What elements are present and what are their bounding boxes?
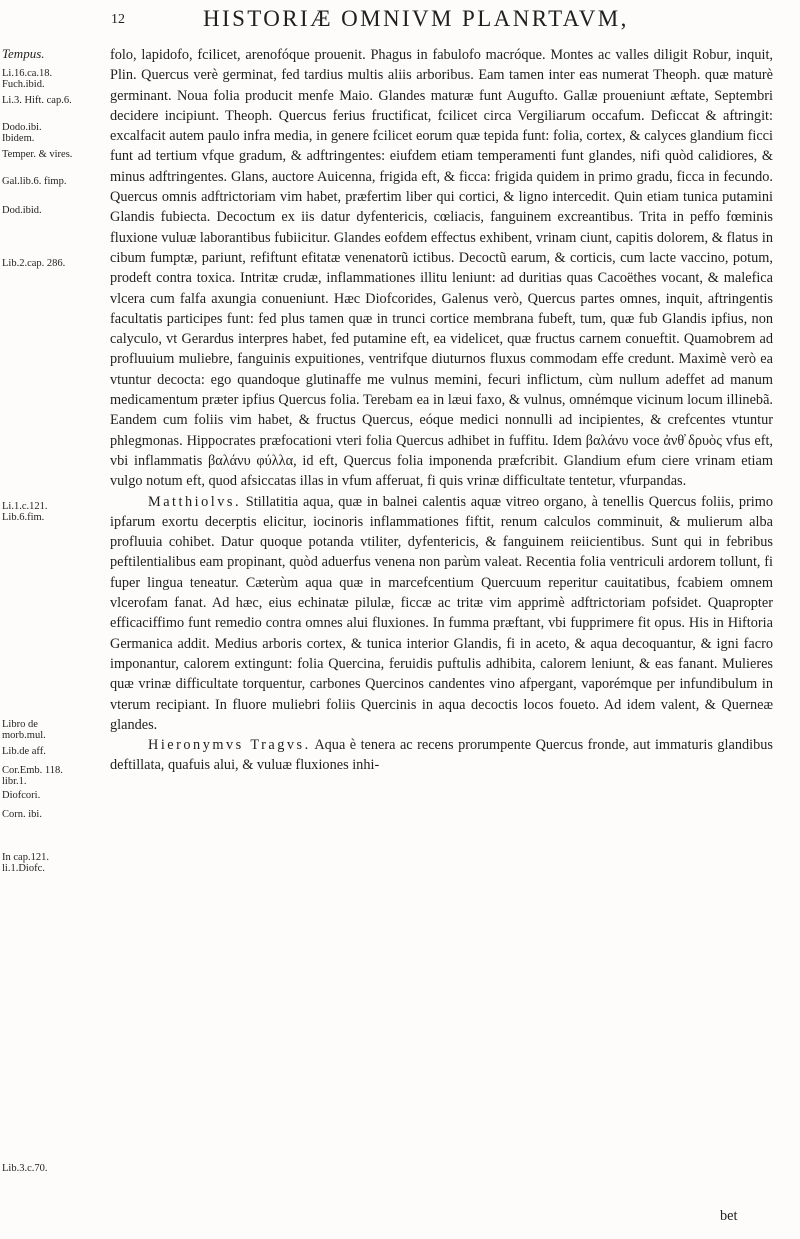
margin-note: Lib.3.c.70.	[2, 1163, 48, 1174]
page-header	[85, 6, 775, 38]
running-head: HISTORIÆ OMNIVM PLANRTAVM,	[203, 6, 629, 31]
body-text	[110, 45, 773, 776]
margin-note: Dod.ibid.	[2, 205, 42, 216]
margin-note: Li.16.ca.18. Fuch.ibid.	[2, 68, 53, 90]
margin-note: Tempus.	[2, 46, 45, 61]
paragraph-2	[110, 492, 773, 736]
paragraph-1	[110, 45, 773, 492]
author-lead-tragus: Hieronymvs Tragvs.	[148, 737, 311, 754]
margin-note: Lib.de aff.	[2, 746, 46, 757]
margin-note: Gal.lib.6. fimp.	[2, 176, 67, 187]
margin-note: Lib.2.cap. 286.	[2, 258, 66, 269]
margin-note: Li.1.c.121. Lib.6.fim.	[2, 501, 48, 523]
paragraph-text: Stillatitia aqua, quæ in balnei calentis aquæ vitreo organo, à tenellis Quercus foliis, primo ipfarum exortu decerptis elicitur, iocinoris inflammationes fiftit, renum calculos comminuit, & mulierum alba profluuia cohibet. Datur quoque potanda vtiliter, dyfentericis, & fanguinem reiicientibus. Sunt qui in febribus peftilentialibus eam propinant, quòd aduerfus venena non parùm valeat. Recentia folia ventriculi ardorem tollunt, fi fuper lingua teneatur. Cæterùm aqua quæ in marcefcentium Quercuum reperitur cauitatibus, fcabiem omnem vlcerofam fanat. Ad hæc, eius echinatæ pilulæ, ficcæ ac tritæ vim apprimè adftrictoriam pofsidet. Quapropter efficaciffimo funt remedio contra omnes alui fluxiones. In fumma præftant, vbi fupprimere fit opus. His in Hiftoria Germanica addit. Medius arboris cortex, & tunica interior Glandis, fi in aceto, & aqua decoquantur, & igni facro imponantur, calorem extingunt: folia Quercina, feruidis puftulis adhibita, calorem leniunt, & eas fanant. Mulieres quæ vrinæ difficultate torquentur, carbones Quercinos candentes vino afpergant, vaporémque per infundibulum in vterum recipiant. In fluore muliebri foliis Quercinis in aqua decoctis locos foueto. Ad idem valent, & Querneæ glandes.	[110, 493, 773, 733]
author-lead-matthiolus: Matthiolvs.	[148, 493, 242, 510]
margin-note: In cap.121. li.1.Diofc.	[2, 852, 49, 874]
margin-note: Diofcori.	[2, 790, 41, 801]
page-number: 12	[111, 12, 125, 27]
paragraph-text: folo, lapidofo, fcilicet, arenofóque prouenit. Phagus in fabulofo macróque. Montes ac valles diligit Robur, inquit, Plin. Quercus verè germinat, fed tardius multis aliis arboribus. Eam tamen inter eas numerat Theoph. quæ maturè germinant. Noua folia producit menfe Maio. Glandes maturæ funt Augufto. Gallæ proueniunt æftate, Septembri decidere incipiunt. Theoph. Quercus ferius fructificat, fcilicet circa Vergiliarum occafum. Deficcat & aftringit: excalfacit autem paulo infra media, in genere fcilicet eorum quæ tepida funt: folia, cortex, & calyces glandium ficci funt ad tertium vfque gradum, & adftringentes: eiufdem etiam temperamenti funt glandes, nifi quòd calidiores, & minus adftringentes. Glans, auctore Auicenna, frigida eft, & ficca: frigida quidem in primo gradu, ficca in fecundo. Quercus omnis adftrictoriam vim habet, præfertim liber qui cortici, & ligno intercedit. Quin etiam tunica putamini Glandis fubiecta. Decoctum ex iis datur dyfentericis, cœliacis, fanguinem excreantibus. Trita in peffo fœminis fluxione vuluæ laborantibus fubiicitur. Glandes eofdem effectus exhibent, vrinam ciunt, capitis dolorem, & flatus in cibum fumptæ, pariunt, refiftunt efitatæ venenatorũ ictibus. Decoctũ earum, & corticis, cum lacte vaccino, potum, prodeft contra toxica. Intritæ crudæ, inflammationes illitu leniunt: ad duritias quas Cacoëthes vocant, & malefica vlcera cum falfa axungia conueniunt. Hæc Diofcorides, Galenus verò, Quercus partes omnes, inquit, aftringentis facultatis participes funt: fed plus tamen quæ in trunci cortice membrana fubeft, tum, quæ fub Glandis ipfius, non calyculo, vt Gerardus interpres habet, fed putamine eft, ea videlicet, quæ fructus carnem conueftit. Quamobrem ad profluuium muliebre, fanguinis expuitiones, ventrifque diuturnos fluxus commodam effe credunt. Maximè verò ea vtuntur decocta: ego quandoque glutinaffe me vulnus memini, fecuri inflictum, cùm nullum adeffet ad manum medicamentum præter ipfius Quercus folia. Terebam ea in læui faxo, & vulnus, omnémque vicinum locum illinebã. Eandem cum foliis vim habet, & fructus Quercus, eóque medici nonnulli ad incipientes, & crefcentes vtuntur phlegmonas. Hippocrates præfocationi vteri folia Quercus adhibet in fuffitu. Idem βαλάνυ voce ἀνθ̕ δρυὸς vfus eft, vbi inflammatis βαλάνυ φύλλα, id eft, Quercus folia imponenda præfcribit. Glandium efum ciere vrinam etiam vulgo notum eft, quod afsiccatas illas in vfum afferuat, fi quis vrinæ difficultate tentetur, vfurpandas.	[110, 47, 773, 490]
paragraph-text: Aqua è tenera ac recens prorumpente Quercus fronde, aut immaturis glandibus deftillata, quafuis alui, & vuluæ fluxiones inhi-	[110, 737, 773, 774]
margin-note: Cor.Emb. 118. libr.1.	[2, 765, 63, 787]
margin-note: Dodo.ibi. Ibidem.	[2, 122, 42, 144]
catchword: bet	[720, 1208, 738, 1224]
margin-note: Li.3. Hift. cap.6.	[2, 95, 72, 106]
margin-note: Temper. & vires.	[2, 149, 73, 160]
paragraph-3	[110, 735, 773, 776]
margin-note: Corn. ibi.	[2, 809, 42, 820]
margin-note: Libro de morb.mul.	[2, 719, 46, 741]
